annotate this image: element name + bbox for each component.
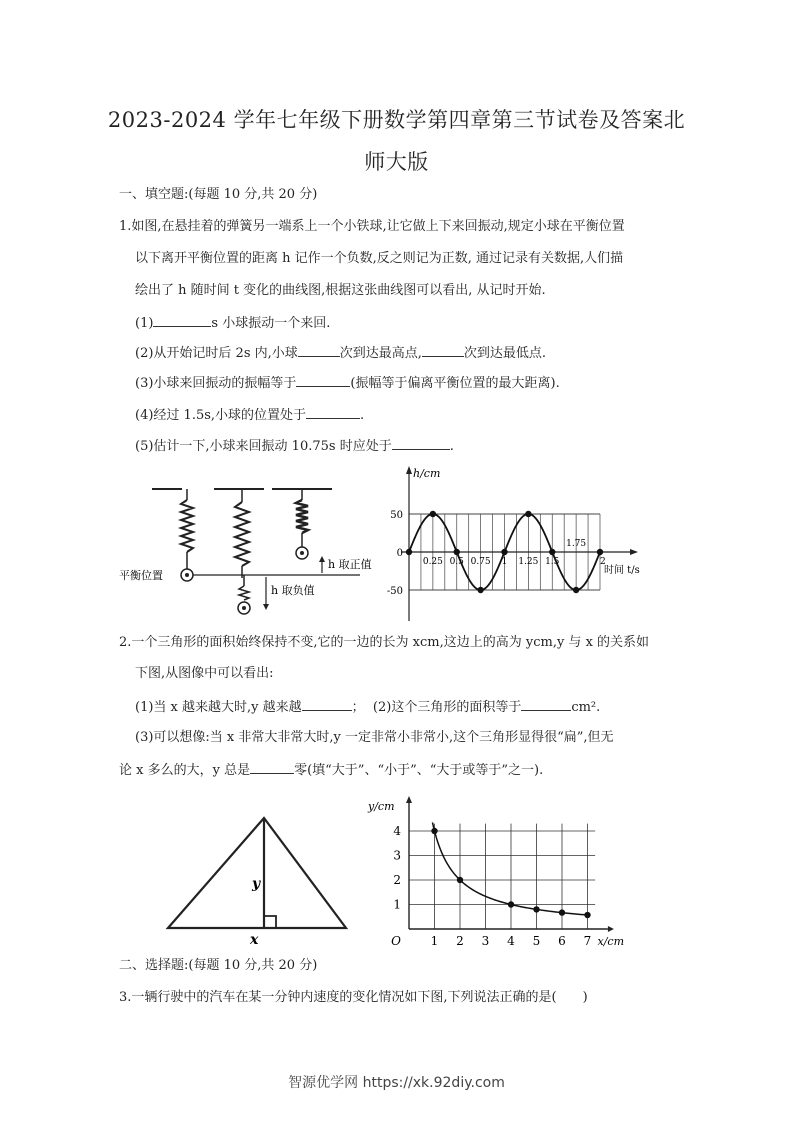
x-axis-arrow — [608, 926, 614, 932]
x-tick-label: 0.25 — [422, 557, 443, 567]
answer-blank[interactable] — [306, 405, 360, 419]
x-axis-arrow — [630, 549, 638, 555]
q1-stem-line3: 绘出了 h 随时间 t 变化的曲线图,根据这张曲线图可以看出, 从记时开始. — [135, 283, 546, 298]
spring-1 — [181, 489, 193, 581]
q2-part1-sep: ； — [351, 700, 365, 715]
q1-part4-prefix: (4)经过 1.5s,小球的位置处于 — [135, 408, 307, 423]
y-tick-label: 2 — [393, 873, 401, 887]
data-point — [508, 901, 514, 907]
positive-label: h 取正值 — [328, 558, 372, 571]
x-tick-label: 1.75 — [566, 539, 587, 549]
q1-stem-line1: 1.如图,在悬挂着的弹簧另一端系上一个小铁球,让它做上下来回振动,规定小球在平衡位置 — [119, 219, 625, 234]
q2-part1-2 — [135, 697, 600, 717]
q2-part2-unit: cm² — [571, 700, 597, 715]
x-tick-label: 1 — [501, 557, 508, 567]
data-point — [573, 587, 579, 593]
q1-part5 — [135, 436, 454, 456]
x-tick-label: 1.5 — [545, 557, 560, 567]
y-tick-label: 1 — [393, 897, 401, 912]
data-point — [406, 549, 412, 555]
data-point — [430, 511, 436, 517]
data-point — [431, 828, 437, 834]
data-point — [549, 549, 555, 555]
y-axis-arrow — [406, 466, 412, 474]
q2-part1-prefix: (1)当 x 越来越大时,y 越来越 — [135, 700, 302, 715]
answer-blank[interactable] — [302, 697, 352, 711]
q1-part3-prefix: (3)小球来回振动的振幅等于 — [135, 376, 297, 391]
answer-blank[interactable] — [392, 436, 450, 450]
y-axis-label: h/cm — [413, 467, 441, 480]
y-axis-label: y/cm — [368, 800, 395, 813]
answer-blank[interactable] — [296, 373, 350, 387]
q3-stem-text: 3.一辆行驶中的汽车在某一分钟内速度的变化情况如下图,下列说法正确的是( — [119, 990, 557, 1005]
x-tick-label: 0.75 — [470, 557, 491, 567]
section2-heading: 二、选择题:(每题 10 分,共 20 分) — [119, 958, 318, 973]
q3-paren-close: ) — [582, 990, 588, 1005]
q1-part2-mid: 次到达最高点, — [339, 346, 422, 361]
spring-2 — [235, 489, 250, 614]
page-title-line1: 2023-2024 学年七年级下册数学第四章第三节试卷及答案北 — [107, 108, 686, 132]
page-title-line2: 师大版 — [364, 150, 429, 174]
q1-part3-suffix: (振幅等于偏离平衡位置的最大距离). — [350, 376, 560, 391]
y-tick-label: 0 — [396, 548, 403, 559]
q1-part2-prefix: (2)从开始记时后 2s 内,小球 — [135, 346, 298, 361]
q1-part1-suffix: s 小球振动一个来回. — [211, 316, 331, 331]
x-tick-label: 5 — [532, 934, 541, 948]
inverse-chart — [364, 790, 638, 952]
equilibrium-label: 平衡位置 — [119, 569, 163, 582]
x-axis-label: 时间 t/s — [604, 565, 640, 576]
q2-stem-line1: 2.一个三角形的面积始终保持不变,它的一边的长为 xcm,这边上的高为 ycm,y 与 x 的关系如 — [119, 635, 650, 650]
q2-part2-prefix: (2)这个三角形的面积等于 — [372, 700, 522, 715]
q1-part4 — [135, 405, 364, 425]
q1-part3 — [135, 373, 560, 393]
x-tick-label: 3 — [481, 934, 490, 948]
data-point — [525, 511, 531, 517]
spring-figure — [116, 478, 372, 623]
q1-part1 — [135, 313, 330, 333]
y-tick-label: 4 — [393, 824, 401, 838]
spring-3 — [296, 489, 308, 559]
data-point — [457, 877, 463, 883]
x-tick-label: 4 — [507, 934, 515, 948]
x-tick-label: 1 — [430, 934, 439, 948]
answer-blank[interactable] — [298, 343, 340, 357]
q2-part3-line1: (3)可以想像:当 x 非常大非常大时,y 一定非常小非常小,这个三角形显得很“扁”,但无 — [135, 730, 614, 745]
q2-stem-line2: 下图,从图像中可以看出: — [135, 666, 274, 681]
answer-blank[interactable] — [250, 760, 294, 774]
q1-part5-suffix: . — [449, 439, 454, 454]
y-tick-label: 50 — [390, 510, 403, 521]
q1-part4-suffix: . — [360, 408, 365, 423]
x-axis-label: x/cm — [597, 935, 625, 948]
q1-part2-suffix: 次到达最低点. — [463, 346, 547, 361]
x-tick-label: 7 — [583, 934, 592, 948]
x-tick-label: 2 — [600, 557, 606, 567]
q1-part1-prefix: (1) — [135, 316, 154, 331]
y-tick-label: -50 — [386, 586, 403, 597]
triangle-height-label: y — [252, 876, 261, 892]
oscillation-chart — [372, 463, 648, 625]
data-point — [597, 549, 603, 555]
footer: 智源优学网 https://xk.92diy.com — [288, 1075, 505, 1091]
data-point — [584, 912, 590, 918]
triangle-base-label: x — [250, 932, 259, 948]
x-tick-label: 0.5 — [449, 557, 464, 567]
q2-part2-end: . — [596, 700, 601, 715]
q2-part3-suffix: 零(填“大于”、“小于”、“大于或等于”之一). — [294, 763, 544, 778]
data-point — [501, 549, 507, 555]
answer-blank[interactable] — [521, 697, 571, 711]
x-tick-label: 2 — [456, 934, 464, 948]
x-tick-label: 6 — [558, 934, 566, 948]
data-point — [533, 906, 539, 912]
negative-label: h 取负值 — [271, 584, 315, 597]
q1-stem-line2: 以下离开平衡位置的距离 h 记作一个负数,反之则记为正数, 通过记录有关数据,人们描 — [135, 251, 624, 266]
data-point — [454, 549, 460, 555]
x-tick-label: 1.25 — [518, 557, 539, 567]
y-tick-label: 3 — [393, 848, 401, 863]
answer-blank[interactable] — [153, 313, 211, 327]
data-point — [477, 587, 483, 593]
triangle-figure — [160, 812, 355, 947]
answer-blank[interactable] — [422, 343, 464, 357]
q2-part3-prefix: 论 x 多么的大，y 总是 — [119, 763, 251, 778]
origin-label: O — [391, 934, 401, 948]
q2-part3-line2 — [119, 760, 543, 780]
data-point — [559, 909, 565, 915]
section1-heading: 一、填空题:(每题 10 分,共 20 分) — [119, 187, 318, 202]
y-axis-arrow — [406, 796, 412, 803]
q1-part5-prefix: (5)估计一下,小球来回振动 10.75s 时应处于 — [135, 439, 392, 454]
q1-part2 — [135, 343, 546, 363]
q3-stem — [119, 989, 588, 1007]
